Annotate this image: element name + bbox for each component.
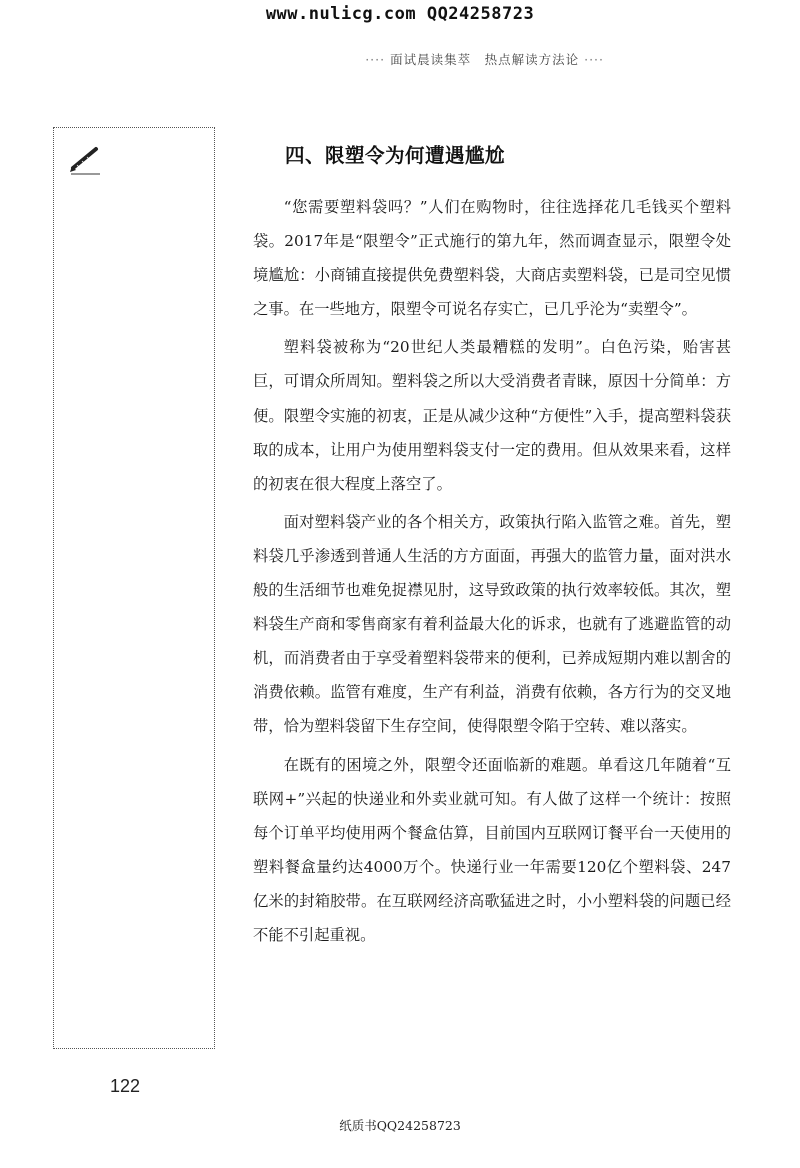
paragraph-2: 塑料袋被称为“20世纪人类最糟糕的发明”。白色污染，贻害甚巨，可谓众所周知。塑料袋之所以大受消费者青睐，原因十分简单：方便。限塑令实施的初衷，正是从减少这种“方便性”入手，提高塑料袋获取的成本，让用户为使用塑料袋支付一定的费用。但从效果来看，这样的初衷在很大程度上落空了。 — [253, 338, 731, 493]
paragraph-3: 面对塑料袋产业的各个相关方，政策执行陷入监管之难。首先，塑料袋几乎渗透到普通人生活的方方面面，再强大的监管力量，面对洪水般的生活细节也难免捉襟见肘，这导致政策的执行效率较低。其次，塑料袋生产商和零售商家有着利益最大化的诉求，也就有了逃避监管的动机，而消费者由于享受着塑料袋带来的便利，已养成短期内难以割舍的消费依赖。监管有难度，生产有利益，消费有依赖，各方行为的交叉地带，恰为塑料袋留下生存空间，使得限塑令陷于空转、难以落实。 — [253, 512, 731, 736]
paragraph-4: 在既有的困境之外，限塑令还面临新的难题。单看这几年随着“互联网+”兴起的快递业和外卖业就可知。有人做了这样一个统计：按照每个订单平均使用两个餐盒估算，目前国内互联网订餐平台一天使用的塑料餐盒量约达4000万个。快递行业一年需要120亿个塑料袋、247亿米的封箱胶带。在互联网经济高歌猛进之时，小小塑料袋的问题已经不能不引起重视。 — [253, 755, 731, 944]
pen-icon — [68, 143, 102, 175]
running-header-trailing-dots: ···· — [584, 52, 604, 67]
running-header-leading-dots: ···· — [365, 52, 386, 67]
paragraph-1: “您需要塑料袋吗？”人们在购物时，往往选择花几毛钱买个塑料袋。2017年是“限塑令”正式施行的第九年，然而调查显示，限塑令处境尴尬：小商铺直接提供免费塑料袋，大商店卖塑料袋，已是司空见惯之事。在一些地方，限塑令可说名存实亡，已几乎沦为“卖塑令”。 — [253, 198, 731, 319]
article-body — [253, 190, 731, 956]
running-header-text: 面试晨读集萃 热点解读方法论 — [390, 52, 580, 67]
bottom-watermark: 纸质书QQ24258723 — [339, 1118, 461, 1133]
notes-sidebar-box — [53, 127, 215, 1049]
section-title: 四、限塑令为何遭遇尴尬 — [285, 144, 506, 167]
running-header — [365, 50, 604, 68]
top-watermark: www.nulicg.com QQ24258723 — [265, 4, 535, 24]
page-number: 122 — [110, 1076, 141, 1096]
